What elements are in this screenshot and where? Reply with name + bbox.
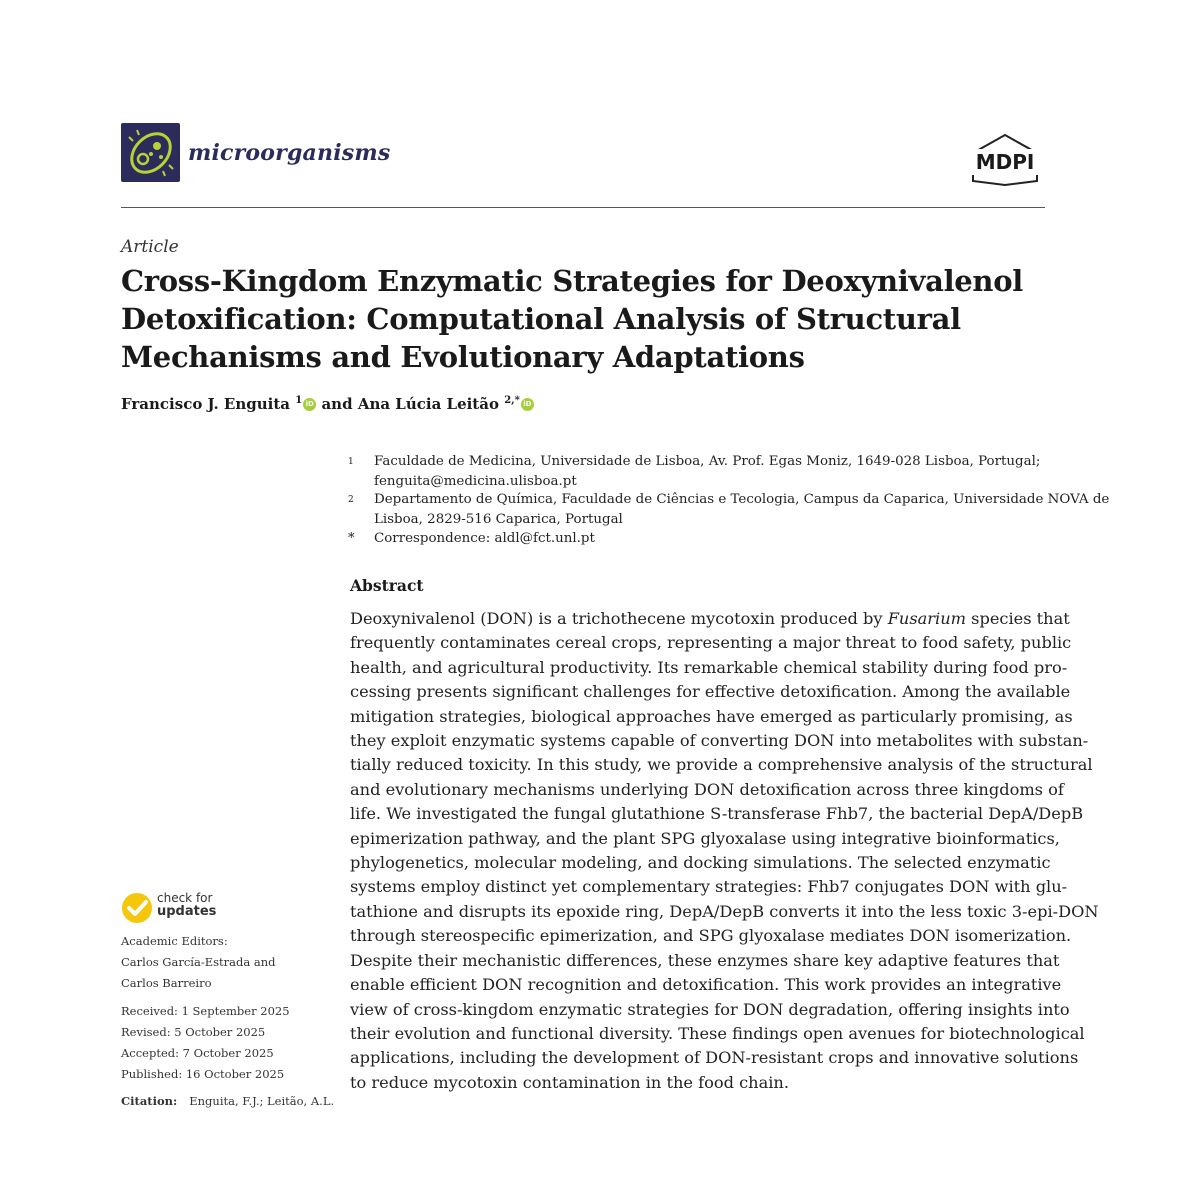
check-updates-label: check for — [157, 891, 213, 905]
journal-logo — [121, 123, 180, 182]
abstract-line: life. We investigated the fungal glutathione S-transferase Fhb7, the bacterial DepA/DepB — [350, 804, 1084, 824]
citation — [121, 1094, 334, 1108]
affiliation-item — [348, 490, 1110, 530]
abstract-line: systems employ distinct yet complementary strategies: Fhb7 conjugates DON with glu- — [350, 877, 1068, 897]
abstract-line: tathione and disrupts its epoxide ring, DepA/DepB converts it into the less toxic 3-epi-DON — [350, 901, 1099, 921]
citation-label: Citation: — [121, 1094, 178, 1108]
affiliation-line: Faculdade de Medicina, Universidade de Lisboa, Av. Prof. Egas Moniz, 1649-028 Lisboa, Portugal; — [374, 454, 1041, 469]
correspondence-line[interactable]: Correspondence: aldl@fct.unl.pt — [374, 531, 595, 546]
check-updates-label: updates — [157, 904, 217, 919]
revised-date: Revised: 5 October 2025 — [121, 1025, 266, 1039]
author-connector: and — [321, 395, 353, 413]
abstract-line: frequently contaminates cereal crops, representing a major threat to food safety, public — [350, 633, 1072, 653]
abstract-line: phylogenetics, molecular modeling, and docking simulations. The selected enzymatic — [350, 853, 1051, 873]
author-list — [121, 395, 534, 413]
abstract-line — [350, 607, 1070, 631]
citation-text: Enguita, F.J.; Leitão, A.L. — [189, 1094, 335, 1108]
published-date: Published: 16 October 2025 — [121, 1067, 285, 1081]
affiliation-email[interactable]: fenguita@medicina.ulisboa.pt — [374, 474, 577, 489]
article-title — [121, 262, 1023, 376]
abstract-line: to reduce mycotoxin contamination in the food chain. — [350, 1072, 790, 1092]
abstract-text: species that — [966, 609, 1070, 628]
abstract-line: health, and agricultural productivity. Its remarkable chemical stability during food pro- — [350, 657, 1068, 677]
affiliation-mark: 1 — [348, 457, 354, 467]
received-date: Received: 1 September 2025 — [121, 1004, 290, 1018]
accepted-date: Accepted: 7 October 2025 — [121, 1046, 274, 1060]
abstract-line: mitigation strategies, biological approaches have emerged as particularly promising, as — [350, 706, 1073, 726]
abstract-line: tially reduced toxicity. In this study, we provide a comprehensive analysis of the structural — [350, 755, 1093, 775]
publication-dates — [121, 1001, 290, 1085]
abstract-line: through stereospecific epimerization, and SPG glyoxalase mediates DON isomerization. — [350, 926, 1072, 946]
title-line: Mechanisms and Evolutionary Adaptations — [121, 340, 805, 374]
orcid-icon[interactable]: iD — [303, 398, 316, 411]
author-name[interactable]: Ana Lúcia Leitão — [357, 395, 499, 413]
affiliation-mark: 2 — [348, 495, 354, 505]
editors-label: Academic Editors: — [121, 934, 228, 948]
abstract-line: applications, including the development of DON-resistant crops and innovative solutions — [350, 1048, 1079, 1068]
affiliation-item — [348, 452, 1048, 492]
abstract-line: Despite their mechanistic differences, these enzymes share key adaptive features that — [350, 950, 1060, 970]
abstract-line: enable efficient DON recognition and detoxification. This work provides an integrative — [350, 975, 1062, 995]
publisher-name: MDPI — [975, 150, 1035, 174]
abstract-line: view of cross-kingdom enzymatic strategies for DON degradation, offering insights into — [350, 999, 1070, 1019]
abstract-heading: Abstract — [350, 576, 424, 595]
publisher-logo[interactable] — [965, 133, 1045, 187]
journal-name[interactable]: microorganisms — [188, 140, 391, 166]
abstract-line: epimerization pathway, and the plant SPG glyoxalase using integrative bioinformatics, — [350, 828, 1060, 848]
abstract-body — [350, 607, 1099, 1095]
orcid-icon[interactable]: iD — [521, 398, 534, 411]
academic-editors — [121, 931, 275, 994]
title-line: Detoxification: Computational Analysis of Structural — [121, 302, 961, 336]
check-updates-icon — [121, 892, 153, 924]
abstract-text: Deoxynivalenol (DON) is a trichothecene mycotoxin produced by — [350, 609, 888, 628]
affiliation-line: Lisboa, 2829-516 Caparica, Portugal — [374, 512, 623, 527]
abstract-line: they exploit enzymatic systems capable of converting DON into metabolites with substan- — [350, 731, 1089, 751]
correspondence — [348, 529, 1048, 549]
editors-name: Carlos García-Estrada and — [121, 955, 276, 969]
correspondence-mark: * — [348, 531, 355, 546]
header-divider — [121, 207, 1045, 208]
abstract-line: their evolution and functional diversity. These findings open avenues for biotechnological — [350, 1023, 1085, 1043]
abstract-line: and evolutionary mechanisms underlying DON detoxification across three kingdoms of — [350, 779, 1064, 799]
affiliation-line: Departamento de Química, Faculdade de Ciências e Tecologia, Campus da Caparica, Universidade NOVA de — [374, 492, 1110, 507]
check-for-updates-badge[interactable] — [121, 890, 231, 930]
editors-name: Carlos Barreiro — [121, 976, 212, 990]
abstract-line: cessing presents significant challenges for effective detoxification. Among the available — [350, 682, 1071, 702]
author-name[interactable]: Francisco J. Enguita — [121, 395, 291, 413]
article-type: Article — [121, 237, 179, 257]
author-affiliation-mark: 2,* — [504, 395, 520, 406]
title-line: Cross-Kingdom Enzymatic Strategies for Deoxynivalenol — [121, 264, 1023, 298]
author-affiliation-mark: 1 — [295, 395, 303, 406]
genus-name: Fusarium — [887, 609, 966, 628]
